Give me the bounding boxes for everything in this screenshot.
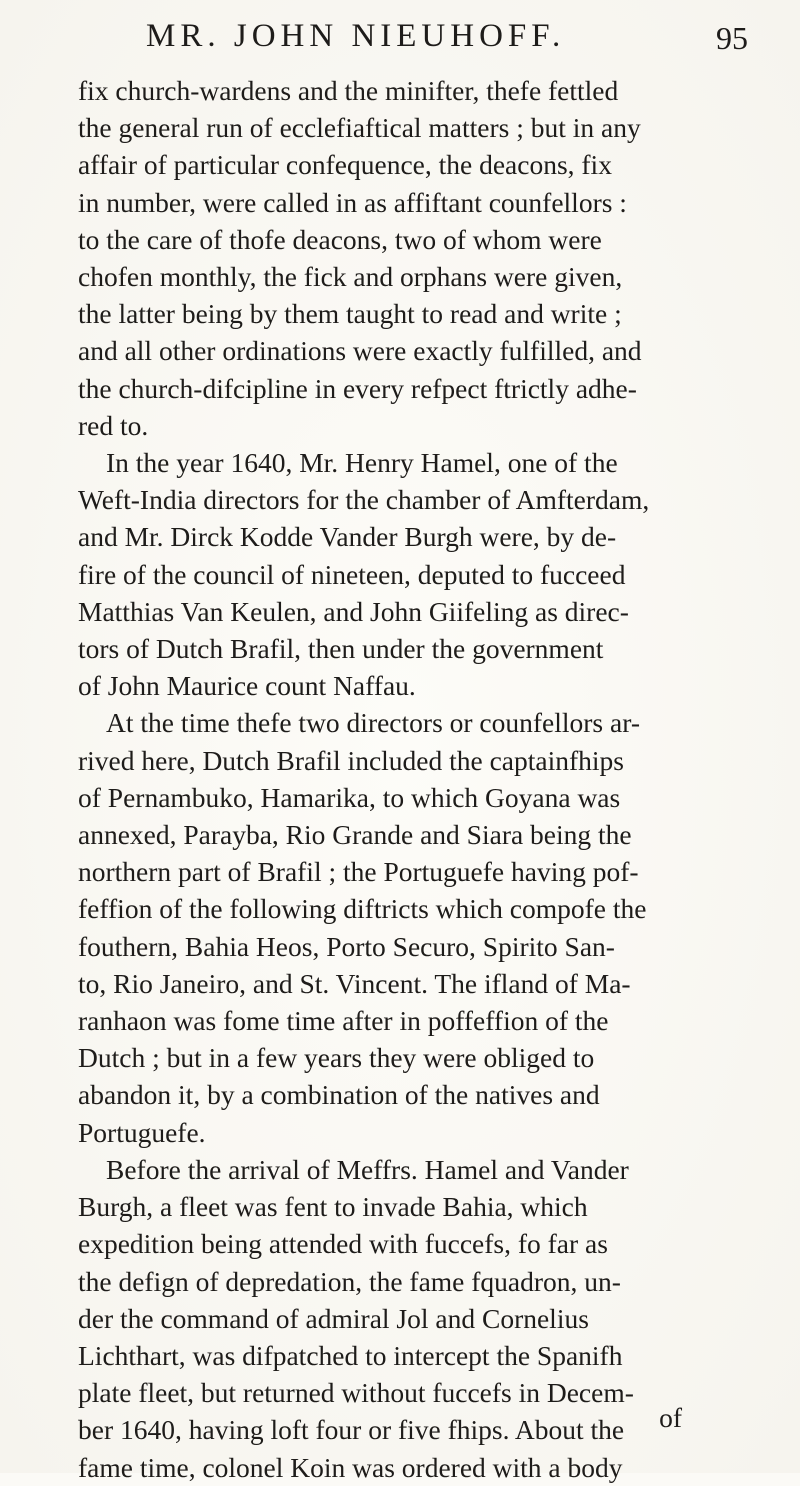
text-line: chofen monthly, the fick and orphans were given, [78, 261, 623, 293]
text-line: fouthern, Bahia Heos, Porto Securo, Spirito San- [78, 930, 615, 962]
text-line: the latter being by them taught to read and write ; [78, 298, 622, 330]
text-line: der the command of admiral Jol and Cornelius [78, 1302, 589, 1334]
text-line: rived here, Dutch Brafil included the captainfhips [78, 744, 624, 776]
text-line: Portuguefe. [78, 1116, 206, 1148]
text-line: the general run of ecclefiaftical matters ; but in any [78, 112, 641, 144]
text-line: ber 1640, having loft four or five fhips. About the [78, 1414, 625, 1446]
text-line: fire of the council of nineteen, deputed to fucceed [78, 558, 626, 590]
paragraph-start-line: Before the arrival of Meffrs. Hamel and Vander [106, 1153, 629, 1185]
text-line: of John Maurice count Naffau. [78, 670, 416, 702]
text-line: fix church-wardens and the minifter, thefe fettled [78, 75, 619, 106]
text-line: affair of particular confequence, the deacons, fix [78, 149, 612, 181]
text-line: abandon it, by a combination of the natives and [78, 1079, 600, 1111]
text-line: Matthias Van Keulen, and John Giifeling as direc- [78, 595, 629, 627]
text-line: Weft-India directors for the chamber of Amfterdam, [78, 484, 650, 516]
text-line: and Mr. Dirck Kodde Vander Burgh were, by de- [78, 521, 617, 553]
text-line: expedition being attended with fuccefs, fo far as [78, 1228, 608, 1260]
text-line: to the care of thofe deacons, two of whom were [78, 223, 602, 255]
page-number: 95 [716, 20, 748, 56]
text-line: ranhaon was fome time after in poffeffion of the [78, 1005, 609, 1037]
text-line: Burgh, a fleet was fent to invade Bahia, which [78, 1191, 588, 1223]
paragraph-start-line: In the year 1640, Mr. Henry Hamel, one of the [106, 447, 618, 479]
text-line: fame time, colonel Koin was ordered with a body [78, 1451, 623, 1483]
text-line: in number, were called in as affiftant counfellors : [78, 186, 627, 218]
paragraph-start-line: At the time thefe two directors or counfellors ar- [106, 707, 640, 739]
running-title: MR. JOHN NIEUHOFF. [146, 18, 566, 54]
text-line: Dutch ; but in a few years they were obliged to [78, 1042, 595, 1074]
text-line: of Pernambuko, Hamarika, to which Goyana was [78, 781, 621, 813]
text-line: to, Rio Janeiro, and St. Vincent. The ifland of Ma- [78, 967, 631, 999]
text-line: and all other ordinations were exactly fulfilled, and [78, 335, 642, 367]
text-line: red to. [78, 409, 149, 441]
body-text [78, 72, 760, 1486]
text-line: Lichthart, was difpatched to intercept the Spanifh [78, 1339, 623, 1371]
text-line: annexed, Parayba, Rio Grande and Siara being the [78, 819, 632, 851]
catchword: of [659, 1402, 682, 1433]
text-line: tors of Dutch Brafil, then under the government [78, 633, 604, 665]
text-line: the church-difcipline in every refpect ftrictly adhe- [78, 372, 637, 404]
text-line: northern part of Brafil ; the Portuguefe having pof- [78, 856, 639, 888]
running-head [78, 14, 760, 72]
text-line: the defign of depredation, the fame fquadron, un- [78, 1265, 621, 1297]
text-line: plate fleet, but returned without fuccefs in Decem- [78, 1377, 634, 1409]
text-line: feffion of the following diftricts which compofe the [78, 893, 647, 925]
